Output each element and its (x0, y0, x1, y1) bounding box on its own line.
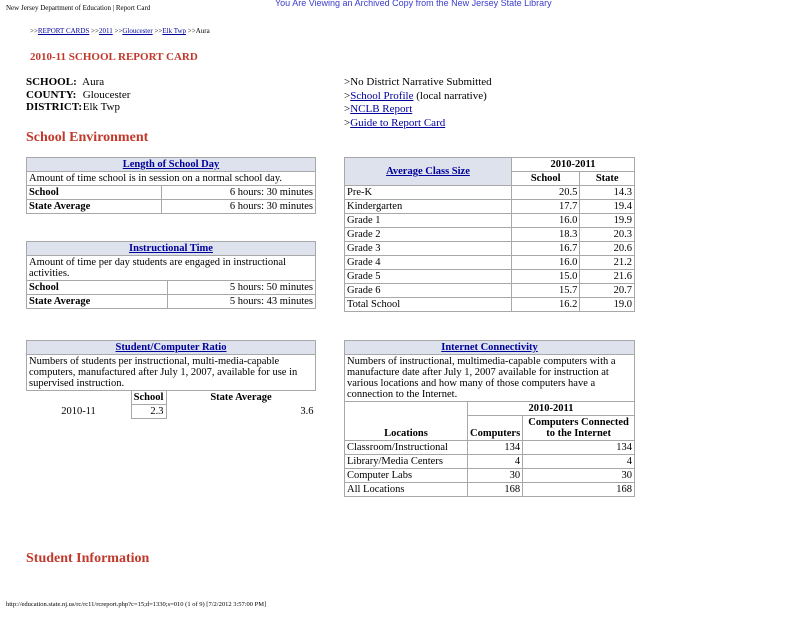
nclb-report-link[interactable]: NCLB Report (350, 103, 413, 115)
col-computers: Computers (468, 416, 523, 441)
breadcrumb-report-cards[interactable]: REPORT CARDS (37, 27, 90, 35)
grade-label: Total School (345, 298, 512, 312)
guide-link[interactable]: Guide to Report Card (350, 116, 446, 129)
class-size-link[interactable]: Average Class Size (386, 166, 470, 177)
instructional-time-description: Amount of time per day students are engaged in instructional activities. (27, 256, 316, 281)
row-value: 5 hours: 50 minutes (168, 281, 316, 295)
student-computer-description: Numbers of students per instructional, multi-media-capable computers, manufactured after July 1, 2007, available for use in supervised instruction. (27, 355, 316, 391)
length-of-day-table (26, 157, 316, 214)
archive-banner: You Are Viewing an Archived Copy from the New Jersey State Library (275, 0, 552, 8)
col-school: School (131, 391, 166, 405)
county-name: Gloucester (82, 88, 131, 101)
school-profile-link[interactable]: School Profile (350, 89, 414, 102)
location-label: Computer Labs (345, 469, 468, 483)
state-value: 19.4 (580, 200, 635, 214)
school-value: 16.2 (512, 298, 580, 312)
state-value: 21.6 (580, 270, 635, 284)
school-value: 16.0 (512, 214, 580, 228)
col-state-average: State Average (210, 392, 272, 404)
location-label: All Locations (345, 483, 468, 497)
school-info (26, 76, 130, 114)
location-label: Classroom/Instructional (345, 441, 468, 455)
breadcrumb-year[interactable]: 2011 (98, 27, 113, 35)
row-value: 6 hours: 30 minutes (162, 186, 316, 200)
grade-label: Grade 3 (345, 242, 512, 256)
instructional-time-link[interactable]: Instructional Time (129, 243, 213, 254)
report-links: >No District Narrative Submitted >School Profile (local narrative) >NCLB Report >Guide to Report Card (344, 76, 492, 129)
state-value: 20.7 (580, 284, 635, 298)
grade-label: Grade 5 (345, 270, 512, 284)
school-value: 15.0 (512, 270, 580, 284)
computers-value: 168 (468, 483, 523, 497)
school-name: Aura (82, 76, 105, 88)
school-value: 20.5 (512, 186, 580, 200)
grade-label: Grade 2 (345, 228, 512, 242)
state-value: 19.0 (580, 298, 635, 312)
breadcrumb-county[interactable]: Gloucester (122, 27, 153, 35)
internet-connectivity-table (344, 340, 635, 497)
internet-description: Numbers of instructional, multimedia-capable computers with a manufacture date after July 1, 2007 available for instruction at various locations and how many of those computers have a connection to the Internet. (345, 355, 635, 402)
school-value: 17.7 (512, 200, 580, 214)
grade-label: Grade 6 (345, 284, 512, 298)
col-connected: Computers Connected to the Internet (523, 416, 635, 441)
section-student-information: Student Information (26, 551, 150, 566)
row-label: State Average (27, 200, 162, 214)
school-label: SCHOOL: (26, 76, 77, 88)
district-name: Elk Twp (82, 101, 120, 113)
row-label: School (27, 281, 168, 295)
no-narrative-text: >No District Narrative Submitted (344, 76, 492, 88)
state-value: 14.3 (580, 186, 635, 200)
footer-url: http://education.state.nj.us/rc/rc11/rcreport.php?c=15;d=1330;s=010 (1 of 9) [7/2/2012 3:57:00 PM] (6, 601, 267, 608)
length-of-day-description: Amount of time school is in session on a normal school day. (27, 172, 316, 186)
state-value: 20.3 (580, 228, 635, 242)
breadcrumb: >>REPORT CARDS >>2011 >>Gloucester >>Elk Twp >>Aura (30, 27, 210, 35)
breadcrumb-current: Aura (195, 27, 210, 35)
connected-value: 4 (523, 455, 635, 469)
internet-year: 2010-2011 (468, 402, 635, 416)
state-value: 20.6 (580, 242, 635, 256)
school-value: 15.7 (512, 284, 580, 298)
connected-value: 30 (523, 469, 635, 483)
grade-label: Kindergarten (345, 200, 512, 214)
computers-value: 30 (468, 469, 523, 483)
grade-label: Grade 1 (345, 214, 512, 228)
school-value: 16.7 (512, 242, 580, 256)
state-value: 19.9 (580, 214, 635, 228)
row-value: 5 hours: 43 minutes (168, 295, 316, 309)
instructional-time-table (26, 241, 316, 309)
internet-connectivity-link[interactable]: Internet Connectivity (441, 342, 538, 353)
col-school: School (512, 172, 580, 186)
row-label: State Average (27, 295, 168, 309)
length-of-day-link[interactable]: Length of School Day (122, 159, 220, 170)
col-state: State (580, 172, 635, 186)
location-label: Library/Media Centers (345, 455, 468, 469)
class-size-year: 2010-2011 (512, 158, 635, 172)
ratio-state: 3.6 (300, 406, 314, 417)
row-label: School (27, 186, 162, 200)
student-computer-table (26, 340, 316, 419)
header-site-title: New Jersey Department of Education | Report Card (6, 4, 151, 12)
school-value: 16.0 (512, 256, 580, 270)
section-school-environment: School Environment (26, 130, 149, 145)
breadcrumb-district[interactable]: Elk Twp (162, 27, 187, 35)
computers-value: 134 (468, 441, 523, 455)
class-size-table (344, 157, 635, 312)
ratio-school: 2.3 (131, 405, 166, 419)
county-label: COUNTY: (26, 88, 77, 101)
computers-value: 4 (468, 455, 523, 469)
row-value: 6 hours: 30 minutes (162, 200, 316, 214)
col-locations: Locations (345, 416, 468, 441)
page-title: 2010-11 SCHOOL REPORT CARD (30, 51, 198, 63)
state-value: 21.2 (580, 256, 635, 270)
grade-label: Pre-K (345, 186, 512, 200)
connected-value: 134 (523, 441, 635, 455)
student-computer-link[interactable]: Student/Computer Ratio (115, 342, 227, 353)
ratio-year: 2010-11 (61, 406, 96, 417)
school-value: 18.3 (512, 228, 580, 242)
grade-label: Grade 4 (345, 256, 512, 270)
connected-value: 168 (523, 483, 635, 497)
district-label: DISTRICT: (26, 101, 83, 113)
